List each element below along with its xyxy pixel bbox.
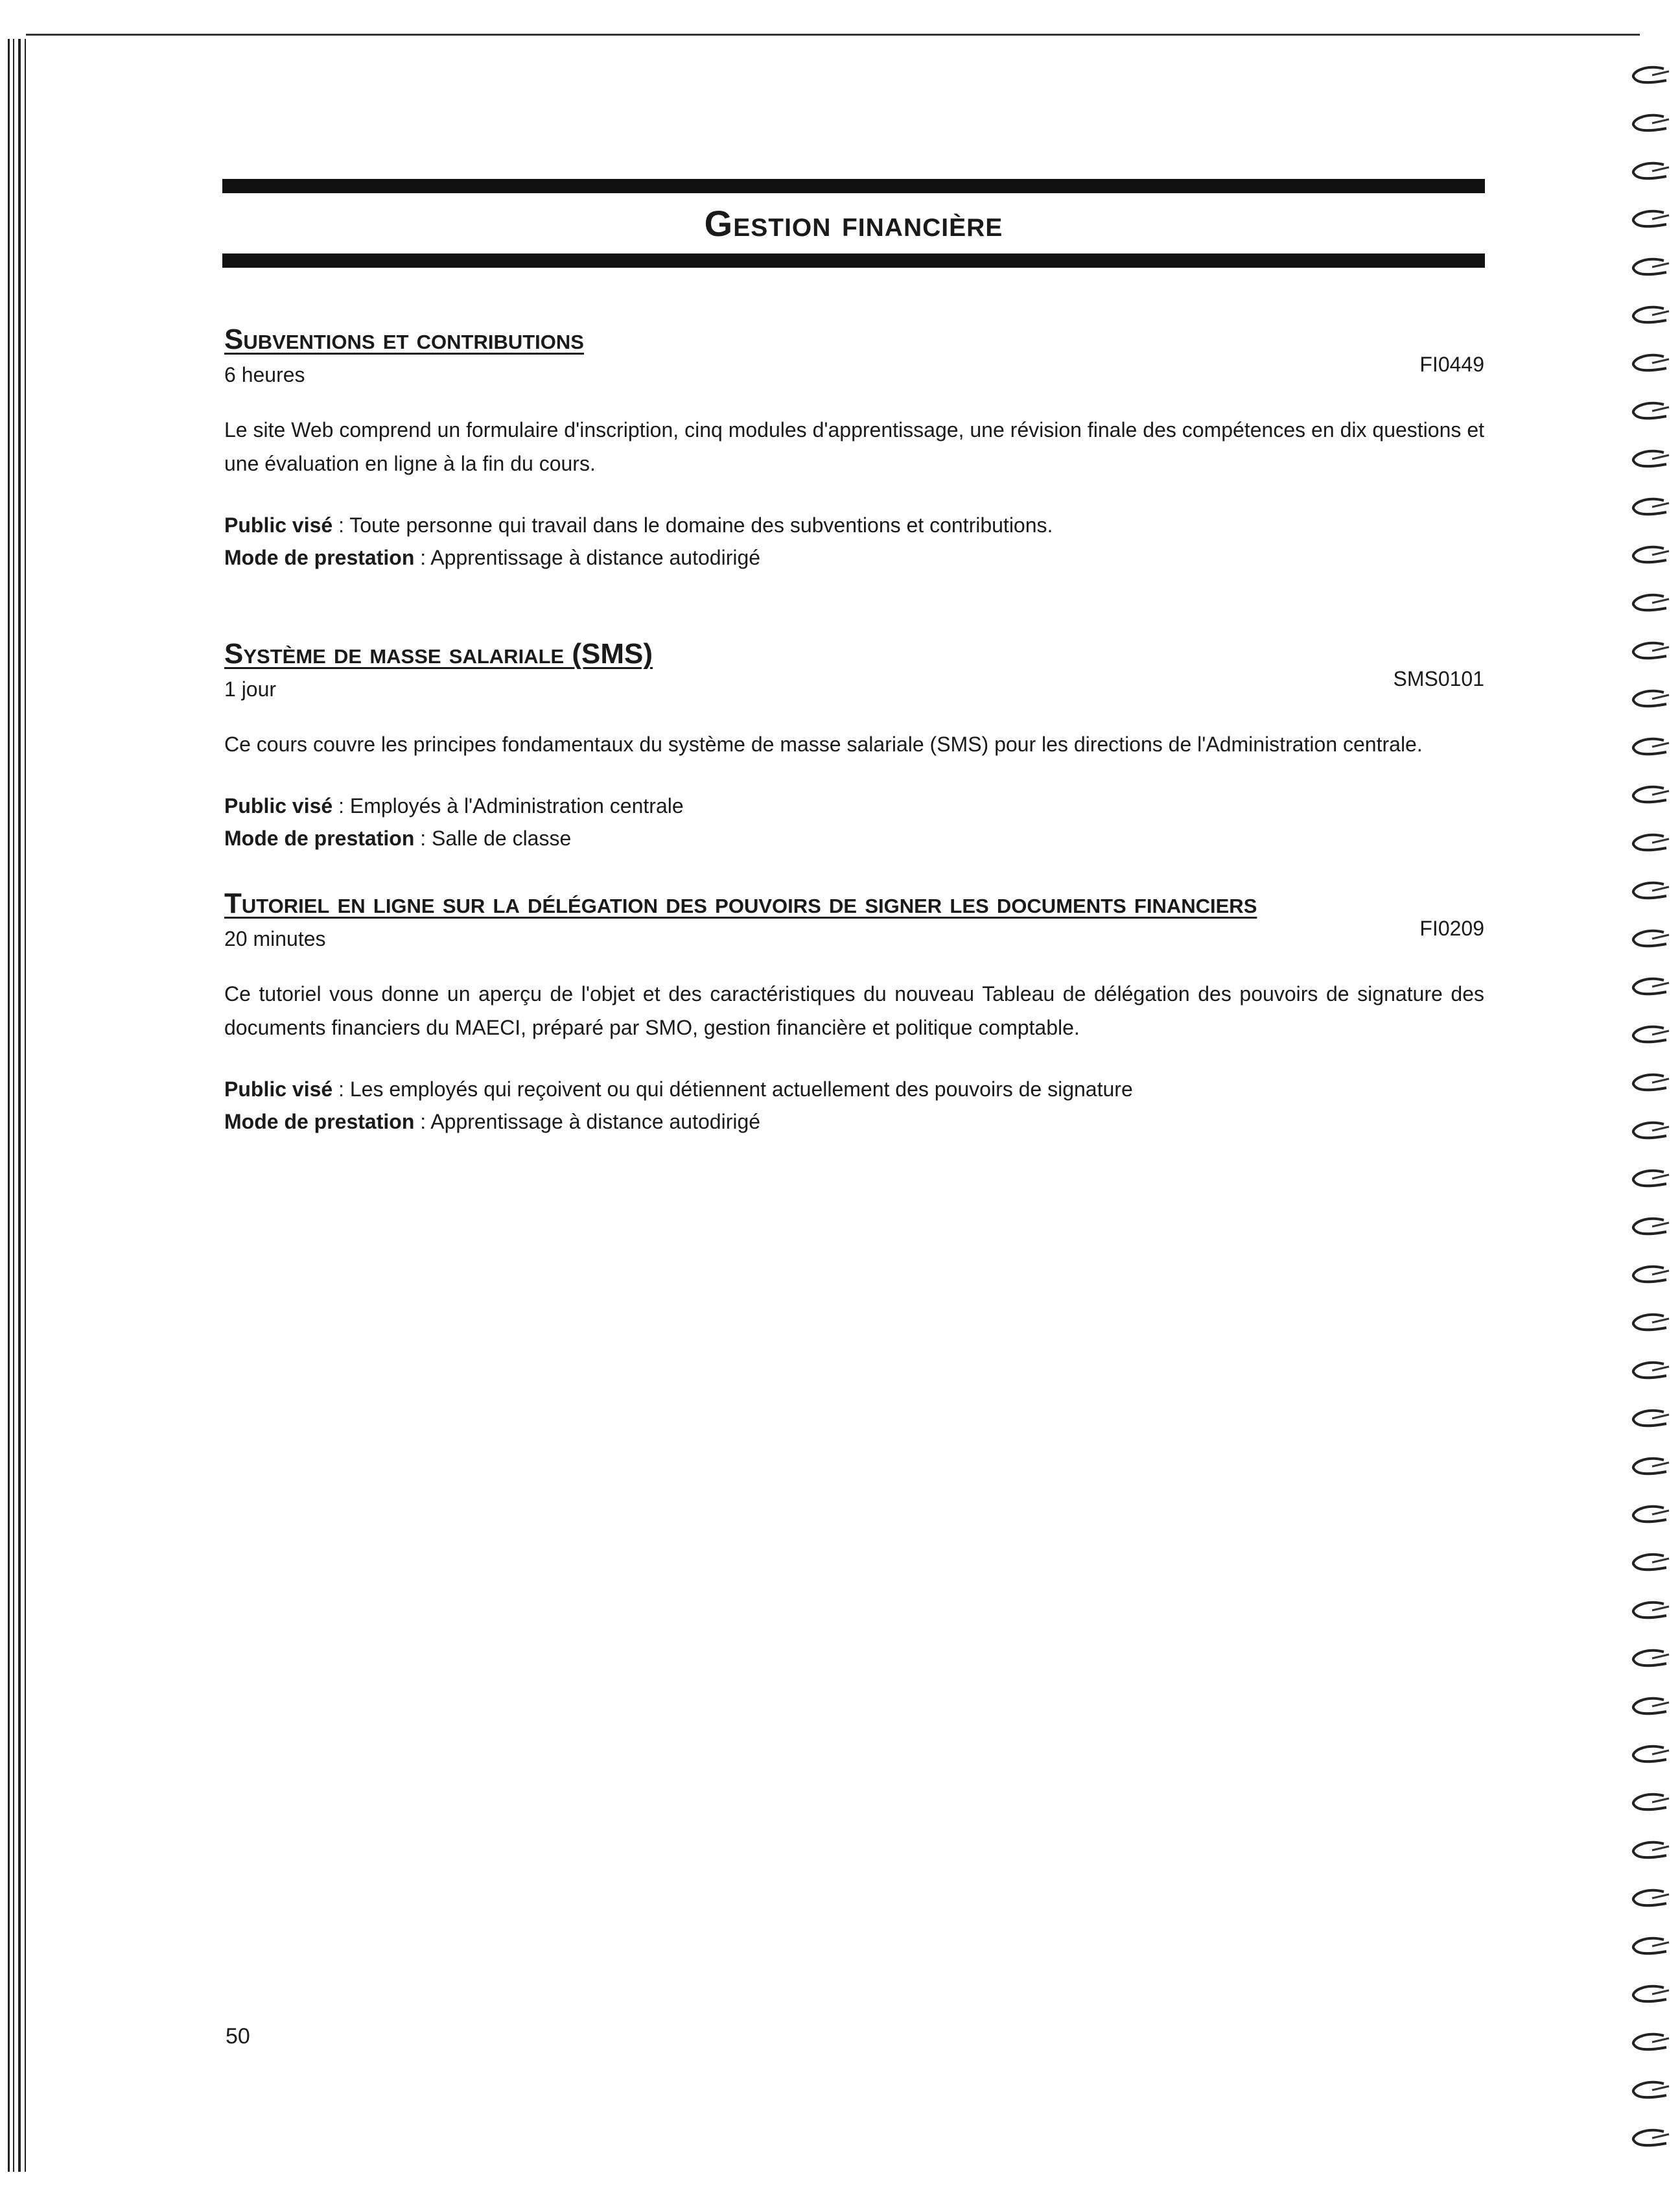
course-code: FI0209: [1419, 917, 1484, 940]
course-info: [224, 1073, 1484, 1138]
course-audience: Toute personne qui travail dans le domaine des subventions et contributions.: [349, 513, 1053, 537]
course-meta: [224, 667, 1484, 705]
label-separator: :: [332, 513, 350, 537]
label-separator: :: [332, 794, 350, 818]
label-separator: :: [414, 546, 431, 569]
course-title: Subventions et contributions: [224, 323, 584, 355]
delivery-label: Mode de prestation: [224, 1110, 415, 1133]
course-title: Système de masse salariale (SMS): [224, 638, 653, 670]
course-tutoriel-delegation: [224, 885, 1484, 1138]
course-meta: [224, 353, 1484, 391]
course-info: [224, 509, 1484, 574]
course-audience: Les employés qui reçoivent ou qui détiennent actuellement des pouvoirs de signature: [349, 1077, 1133, 1101]
course-meta: [224, 917, 1484, 955]
scan-left-edge: [6, 39, 32, 2172]
title-rule-top: [222, 179, 1485, 193]
course-subventions: [224, 321, 1484, 574]
course-delivery: Apprentissage à distance autodirigé: [430, 546, 761, 569]
course-duration: 6 heures: [224, 363, 305, 386]
course-delivery: Salle de classe: [432, 827, 572, 850]
course-description: Ce cours couvre les principes fondamentaux du système de masse salariale (SMS) pour les directions de l'Administration centrale.: [224, 733, 1423, 756]
label-separator: :: [414, 1110, 431, 1133]
delivery-label: Mode de prestation: [224, 546, 415, 569]
audience-label: Public visé: [224, 794, 333, 818]
course-info: [224, 790, 1484, 854]
spiral-binding-icon: [1624, 58, 1675, 2172]
course-description: Ce tutoriel vous donne un aperçu de l'objet et des caractéristiques du nouveau Tableau de délégation des pouvoirs de signature des documents financiers du MAECI, préparé par SMO, gestion financière et politique comptable.: [224, 982, 1484, 1039]
audience-label: Public visé: [224, 513, 333, 537]
course-title: Tutoriel en ligne sur la délégation des pouvoirs de signer les documents financiers: [224, 888, 1257, 919]
course-audience: Employés à l'Administration centrale: [349, 794, 684, 818]
page-title: Gestion financière: [704, 203, 1003, 244]
scan-top-edge: [26, 34, 1640, 36]
course-delivery: Apprentissage à distance autodirigé: [430, 1110, 761, 1133]
course-duration: 1 jour: [224, 677, 277, 701]
page-number: 50: [226, 2024, 250, 2049]
course-code: SMS0101: [1393, 667, 1484, 690]
course-duration: 20 minutes: [224, 927, 326, 950]
course-code: FI0449: [1419, 353, 1484, 376]
delivery-label: Mode de prestation: [224, 827, 415, 850]
label-separator: :: [414, 827, 432, 850]
audience-label: Public visé: [224, 1077, 333, 1101]
label-separator: :: [332, 1077, 350, 1101]
course-sms: [224, 635, 1484, 854]
course-description: Le site Web comprend un formulaire d'inscription, cinq modules d'apprentissage, une révision finale des compétences en dix questions et une évaluation en ligne à la fin du cours.: [224, 418, 1484, 475]
title-rule-bottom: [222, 253, 1485, 268]
